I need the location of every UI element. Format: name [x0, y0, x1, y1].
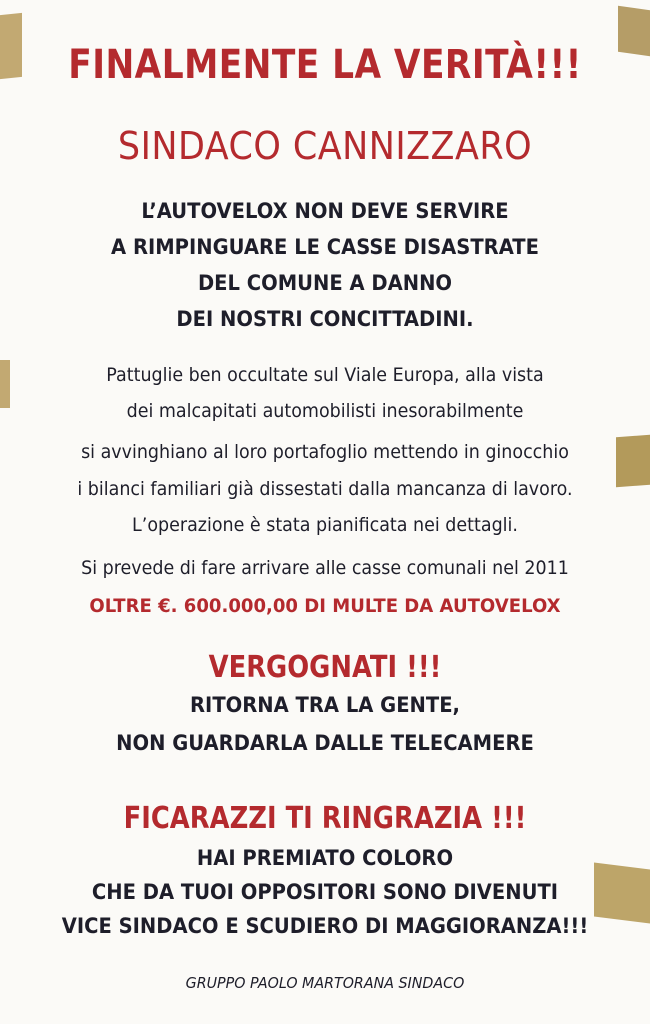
statement-line: L’AUTOVELOX NON DEVE SERVIRE — [141, 199, 509, 223]
tape-strip — [0, 13, 22, 79]
shame-line: NON GUARDARLA DALLE TELECAMERE — [116, 731, 534, 755]
fines-highlight: OLTRE €. 600.000,00 DI MULTE DA AUTOVELOX — [89, 595, 561, 617]
thanks-heading: FICARAZZI TI RINGRAZIA !!! — [123, 801, 527, 836]
thanks-line: HAI PREMIATO COLORO — [196, 846, 454, 870]
statement-line: A RIMPINGUARE LE CASSE DISASTRATE — [111, 235, 539, 259]
statement-line: DEI NOSTRI CONCITTADINI. — [176, 307, 474, 331]
tape-strip — [0, 360, 10, 408]
shame-line: RITORNA TRA LA GENTE, — [190, 693, 460, 717]
body-line: dei malcapitati automobilisti inesorabilmente — [126, 400, 524, 422]
statement-line: DEL COMUNE A DANNO — [197, 271, 453, 295]
shame-heading: VERGOGNATI !!! — [208, 650, 442, 685]
subheadline: SINDACO CANNIZZARO — [117, 124, 533, 168]
signature: GRUPPO PAOLO MARTORANA SINDACO — [185, 974, 465, 992]
tape-strip — [618, 6, 650, 56]
body-line: i bilanci familiari già dissestati dalla mancanza di lavoro. — [77, 478, 573, 500]
body-line: L’operazione è stata pianificata nei dettagli. — [132, 514, 518, 536]
thanks-line: VICE SINDACO E SCUDIERO DI MAGGIORANZA!!! — [61, 914, 589, 938]
thanks-line: CHE DA TUOI OPPOSITORI SONO DIVENUTI — [91, 880, 559, 904]
body-line: Si prevede di fare arrivare alle casse comunali nel 2011 — [81, 557, 569, 579]
body-line: si avvinghiano al loro portafoglio mettendo in ginocchio — [81, 441, 569, 463]
headline: FINALMENTE LA VERITÀ!!! — [68, 42, 582, 88]
body-line: Pattuglie ben occultate sul Viale Europa, alla vista — [106, 364, 544, 386]
